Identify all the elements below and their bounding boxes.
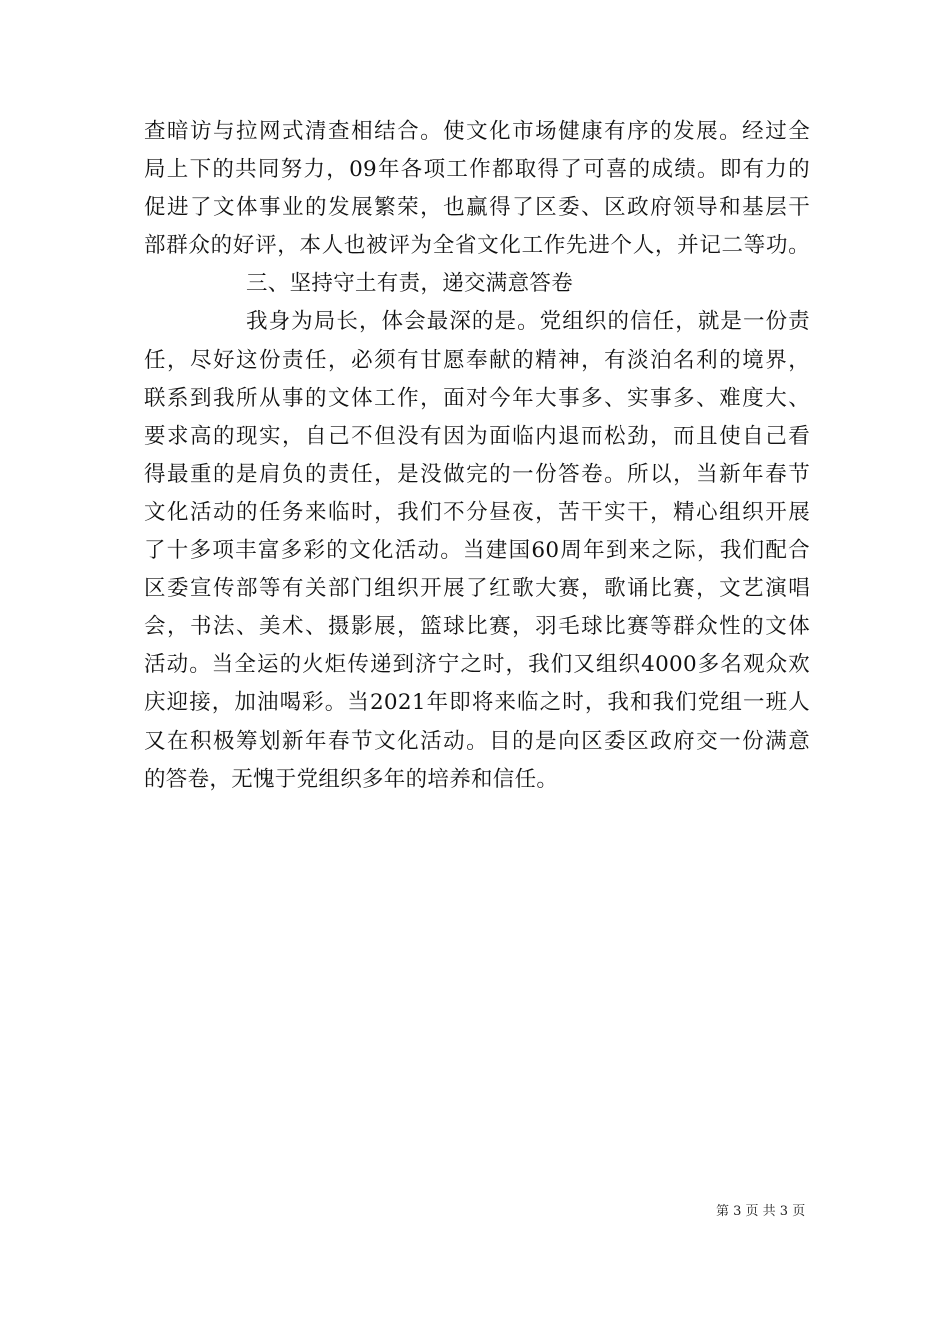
text-line: 活动。当全运的火炬传递到济宁之时，我们又组织4000多名观众欢 xyxy=(144,652,810,678)
text-line: 又在积极筹划新年春节文化活动。目的是向区委区政府交一份满意 xyxy=(144,728,810,754)
text-line: 得最重的是肩负的责任，是没做完的一份答卷。所以，当新年春节 xyxy=(144,461,810,487)
section-heading: 三、坚持守土有责，递交满意答卷 xyxy=(246,271,574,297)
text-line: 部群众的好评，本人也被评为全省文化工作先进个人，并记二等功。 xyxy=(144,233,810,259)
text-line: 要求高的现实，自己不但没有因为面临内退而松劲，而且使自己看 xyxy=(144,423,810,449)
body-text xyxy=(144,113,810,799)
text-line: 我身为局长，体会最深的是。党组织的信任，就是一份责 xyxy=(246,309,810,335)
text-line: 联系到我所从事的文体工作，面对今年大事多、实事多、难度大、 xyxy=(144,385,810,411)
text-line: 庆迎接，加油喝彩。当2021年即将来临之时，我和我们党组一班人 xyxy=(144,690,810,716)
text-line: 区委宣传部等有关部门组织开展了红歌大赛，歌诵比赛，文艺演唱 xyxy=(144,576,810,602)
text-line: 局上下的共同努力，09年各项工作都取得了可喜的成绩。即有力的 xyxy=(144,157,810,183)
text-line: 查暗访与拉网式清查相结合。使文化市场健康有序的发展。经过全 xyxy=(144,119,810,144)
text-line: 会，书法、美术、摄影展，篮球比赛，羽毛球比赛等群众性的文体 xyxy=(144,614,810,640)
text-line: 的答卷，无愧于党组织多年的培养和信任。 xyxy=(144,766,559,792)
text-line: 文化活动的任务来临时，我们不分昼夜，苦干实干，精心组织开展 xyxy=(144,499,810,525)
text-line: 促进了文体事业的发展繁荣，也赢得了区委、区政府领导和基层干 xyxy=(144,195,810,221)
page-number: 第 3 页 共 3 页 xyxy=(716,1204,806,1219)
text-line: 任，尽好这份责任，必须有甘愿奉献的精神，有淡泊名利的境界， xyxy=(144,347,810,373)
text-line: 了十多项丰富多彩的文化活动。当建国60周年到来之际，我们配合 xyxy=(144,538,810,564)
